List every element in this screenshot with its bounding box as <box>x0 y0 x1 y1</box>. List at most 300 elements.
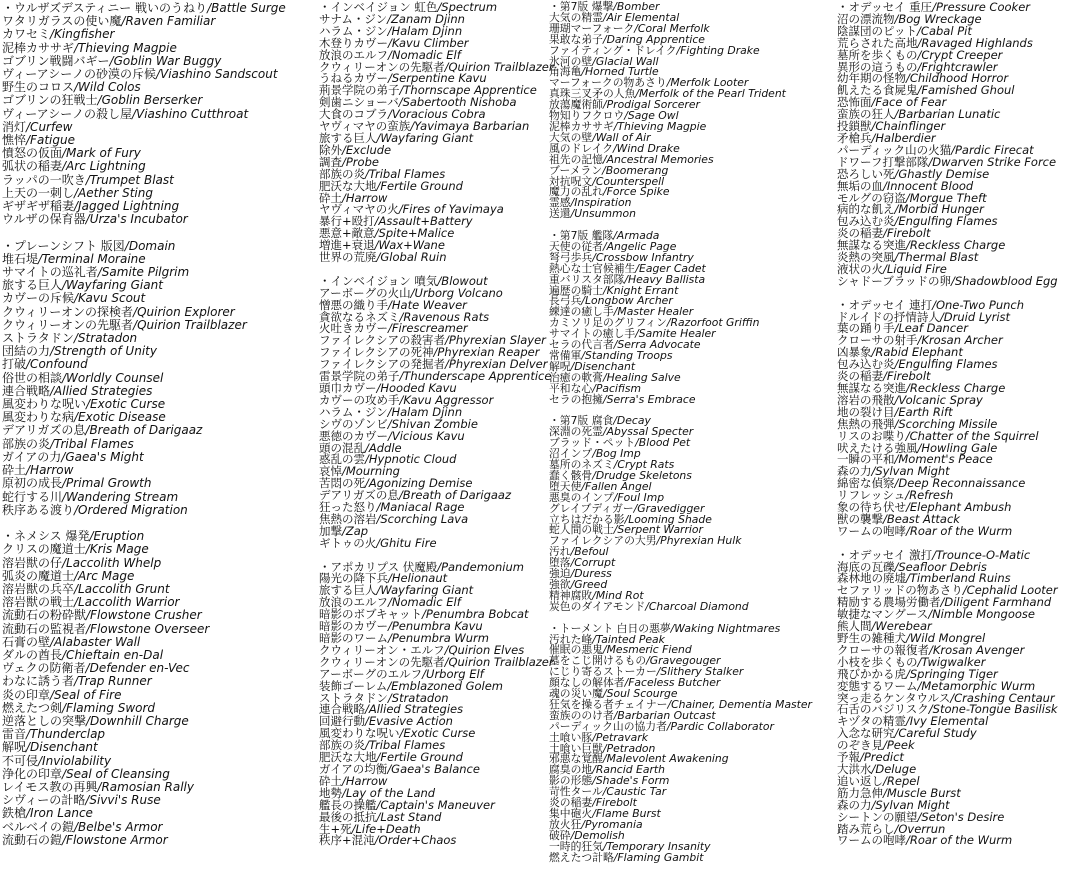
card-name-english: /Trounce-O-Matic <box>932 547 1031 562</box>
card-name-english: /Maniacal Rage <box>376 500 465 515</box>
card-name-japanese: 悪意+敵意 <box>319 226 375 241</box>
card-name-japanese: 恐ろしい死 <box>837 166 895 181</box>
card-name-japanese: 強迫 <box>549 567 571 581</box>
card-name-english: /Eruption <box>89 529 145 544</box>
card-name-english: /Confound <box>26 357 88 372</box>
card-name-english: /Chainer, Dementia Master <box>667 697 812 711</box>
card-name-english: /Halberdier <box>871 130 936 145</box>
card-name-english: /Wild Colos <box>74 80 141 95</box>
card-name-english: /Crossbow Infantry <box>592 250 694 264</box>
card-name-english: /Armada <box>613 229 660 243</box>
card-name-japanese: 蠢く骸骨 <box>549 468 593 482</box>
card-line <box>837 835 1058 847</box>
card-name-japanese: 精励する農場労働者 <box>837 595 941 610</box>
card-name-english: /Quirion Trailblazer <box>133 317 247 332</box>
card-name-english: /Quirion Elves <box>444 642 525 657</box>
card-name-english: /Seafloor Debris <box>894 559 987 574</box>
card-name-japanese: 野生のコロス <box>2 80 75 95</box>
card-name-japanese: ・インベイジョン 噴気 <box>319 273 438 288</box>
card-name-english: /Urborg Volcano <box>410 285 503 300</box>
card-name-english: /Yavimaya Barbarian <box>410 119 530 134</box>
card-name-english: /Wild Mongrel <box>906 631 986 645</box>
card-name-japanese: 風変わりな呪い <box>319 726 400 741</box>
card-name-japanese: 液状の火 <box>837 261 883 276</box>
card-name-japanese: 燃えたつ計略 <box>549 850 614 864</box>
card-name-japanese: 増進+衰退 <box>319 238 375 253</box>
card-name-english: /Ramosian Rally <box>97 779 194 794</box>
card-name-english: /Harrow <box>342 773 388 788</box>
card-name-japanese: ハラム・ジン <box>319 404 388 419</box>
card-name-english: /Primal Growth <box>62 476 152 491</box>
card-name-japanese: 遍歴の騎士 <box>549 283 603 297</box>
card-name-japanese: ゴブリン戦闘バギー <box>2 53 110 68</box>
deck-section <box>2 240 286 517</box>
card-name-english: /Cabal Pit <box>917 23 972 38</box>
card-name-english: /Fertile Ground <box>376 750 463 765</box>
card-name-japanese: 海底の瓦礫 <box>837 559 895 574</box>
card-name-english: /Reckless Charge <box>906 380 1006 395</box>
card-name-japanese: クリスの魔道士 <box>2 542 86 557</box>
card-name-japanese: リフレッシュ <box>837 488 906 503</box>
card-name-japanese: 砕土 <box>2 463 27 478</box>
card-name-english: /Ivy Elemental <box>905 714 989 729</box>
card-name-japanese: ファイレクシアの発掘者 <box>319 357 446 372</box>
card-name-english: /Nimble Mongoose <box>928 607 1035 622</box>
card-name-english: /Chainflinger <box>871 119 946 134</box>
card-name-english: /Peek <box>883 738 915 753</box>
card-name-english: /Pardic Collaborator <box>666 719 774 733</box>
deck-section <box>319 2 554 264</box>
card-name-english: /Agonizing Demise <box>365 476 473 491</box>
card-name-english: /Liquid Fire <box>883 261 947 276</box>
card-name-japanese: 装飾ゴーレム <box>319 678 388 693</box>
card-name-english: /Prodigal Sorcerer <box>602 98 700 112</box>
card-line <box>2 834 286 847</box>
card-name-english: /Wayfaring Giant <box>376 583 474 598</box>
card-name-japanese: 無謀なる突進 <box>837 238 906 253</box>
card-name-japanese: クウィリーオンの先駆者 <box>319 654 445 669</box>
card-name-english: /Gaea's Balance <box>387 761 480 776</box>
card-line <box>2 213 286 226</box>
card-name-english: /Malevolent Awakening <box>602 752 729 766</box>
card-name-english: /Soul Scourge <box>602 687 678 701</box>
card-name-japanese: 突っ走るケンタウルス <box>837 690 951 705</box>
card-name-english: /Inspiration <box>570 196 632 210</box>
card-name-english: /Penumbra Kavu <box>388 619 483 634</box>
deck-section <box>2 2 286 226</box>
card-name-japanese: わなに誘う者 <box>2 674 75 689</box>
card-name-japanese: 蛇人間の戦士 <box>549 523 614 537</box>
card-name-english: /Spectrum <box>437 0 498 14</box>
card-name-japanese: 旅する巨人 <box>319 130 377 145</box>
card-name-japanese: 飢えたる食屍鬼 <box>837 83 918 98</box>
card-name-english: /Elephant Ambush <box>906 500 1012 515</box>
card-name-japanese: 腐臭の地 <box>549 763 593 777</box>
card-name-japanese: レイモス教の再興 <box>2 779 98 794</box>
card-name-english: /Metamorphic Wurm <box>917 678 1036 693</box>
card-name-japanese: 燃えたつ剣 <box>2 700 63 715</box>
card-name-english: /Stratadon <box>387 690 449 705</box>
card-name-japanese: 頭巾カヴー <box>319 380 377 395</box>
card-name-japanese: 常備軍 <box>549 348 582 362</box>
card-name-japanese: 凶暴象 <box>837 345 872 360</box>
card-name-english: /Stone-Tongue Basilisk <box>928 702 1058 717</box>
card-name-japanese: 剣歯ニショーバ <box>319 95 399 110</box>
card-name-japanese: セラの抱擁 <box>549 392 603 406</box>
card-name-english: /Ghastly Demise <box>894 166 990 181</box>
card-name-japanese: 加撃 <box>319 523 342 538</box>
card-name-japanese: 焦熱の溶岩 <box>319 511 377 526</box>
card-name-english: /Roar of the Wurm <box>906 523 1013 538</box>
card-name-japanese: 一瞬の平和 <box>837 452 895 467</box>
card-name-japanese: 病的な飢え <box>837 202 895 217</box>
card-name-japanese: ドワーフ打撃部隊 <box>837 154 929 169</box>
card-name-english: /Mark of Fury <box>62 146 141 161</box>
card-name-english: /Merfolk of the Pearl Trident <box>635 87 786 101</box>
card-name-japanese: 地の裂け目 <box>837 404 895 419</box>
card-name-english: /Battle Surge <box>207 1 286 15</box>
card-name-japanese: シートンの願望 <box>837 809 918 824</box>
card-name-japanese: 催眠の悪鬼 <box>549 643 603 657</box>
card-name-english: /Morgue Theft <box>905 190 987 205</box>
card-name-english: /Predict <box>860 750 904 765</box>
card-name-english: /Shadowblood Egg <box>950 273 1058 288</box>
card-name-english: /Penumbra Wurm <box>388 631 489 645</box>
card-name-english: /Goblin War Buggy <box>109 53 222 68</box>
card-name-english: /Gaea's Might <box>61 449 144 464</box>
card-name-english: /Volcanic Spray <box>894 392 983 407</box>
card-name-english: /Timberland Ruins <box>906 571 1011 586</box>
card-name-japanese: カミソリ足のグリフィン <box>549 316 667 330</box>
card-name-english: /Bomber <box>613 0 660 13</box>
card-name-japanese: ファイレクシアの死神 <box>319 345 434 360</box>
card-line <box>837 273 1058 288</box>
card-name-english: /Crypt Creeper <box>917 47 1003 62</box>
card-name-english: /Standing Troops <box>581 348 673 362</box>
card-name-japanese: 立ちはだかる影 <box>549 512 625 526</box>
card-name-japanese: 地勢 <box>319 785 342 800</box>
card-name-english: /Serra's Embrace <box>602 392 696 406</box>
card-name-japanese: 暗影のカヴー <box>319 619 388 634</box>
card-name-english: /Twigwalker <box>917 654 986 669</box>
card-name-japanese: 弩弓歩兵 <box>549 250 593 264</box>
card-name-japanese: 溶岩の飛散 <box>837 392 895 407</box>
card-name-japanese: クウィリーオンの探検者 <box>2 304 134 319</box>
card-name-japanese: 荊景学院の弟子 <box>319 83 400 98</box>
card-name-japanese: 堆石堤 <box>2 251 39 266</box>
card-name-japanese: 旅する巨人 <box>319 583 377 598</box>
card-name-english: /Fighting Drake <box>676 43 760 57</box>
card-name-english: /Heavy Ballista <box>624 272 706 286</box>
card-name-english: /Worldly Counsel <box>62 370 164 385</box>
card-name-japanese: ギトゥの火 <box>319 535 377 550</box>
card-name-japanese: ・第7版 艦隊 <box>549 229 614 243</box>
card-name-english: /Probe <box>342 154 379 169</box>
card-name-japanese: 珊瑚マーフォーク <box>549 21 635 35</box>
card-name-japanese: 打破 <box>2 357 27 372</box>
card-name-english: /Urza's Incubator <box>85 212 188 227</box>
card-name-japanese: ・ネメシス 爆発 <box>2 529 90 544</box>
card-name-english: /Quirion Trailblazer <box>444 59 554 74</box>
card-name-english: /Greed <box>570 578 608 591</box>
card-name-japanese: 蛮族の狂人 <box>837 107 895 122</box>
card-name-japanese: 悪臭のインプ <box>549 490 614 504</box>
card-name-japanese: ドルイドの抒情詩人 <box>837 309 940 324</box>
card-name-english: /Leaf Dancer <box>894 321 968 336</box>
card-name-japanese: 獣の襲撃 <box>837 511 883 526</box>
card-name-english: /Domain <box>124 238 176 253</box>
card-name-english: /Phyrexian Hulk <box>656 534 742 548</box>
card-name-english: /Tribal Flames <box>50 436 134 451</box>
card-name-english: /Spite+Malice <box>374 226 455 241</box>
card-name-english: /Sabertooth Nishoba <box>398 95 517 110</box>
card-name-english: /Morbid Hunger <box>894 202 984 217</box>
card-name-japanese: 筋力急伸 <box>837 785 883 800</box>
card-name-japanese: グレイブディガー <box>549 501 634 515</box>
card-name-japanese: キヅタの精霊 <box>837 714 906 729</box>
card-name-japanese: 真珠三叉矛の人魚 <box>549 87 636 101</box>
card-name-english: /Firebolt <box>883 369 931 384</box>
card-name-english: /Exotic Curse <box>86 397 166 412</box>
card-name-japanese: 綿密な偵察 <box>837 476 895 491</box>
card-name-english: /Last Stand <box>376 809 442 824</box>
card-name-english: /Sylvan Might <box>871 464 950 479</box>
card-name-english: /Pandemonium <box>437 559 524 574</box>
card-name-japanese: ヴィーアシーノの殺し屋 <box>2 106 132 121</box>
card-name-japanese: 流動石の監視者 <box>2 621 87 636</box>
card-name-japanese: ワームの咆哮 <box>837 833 906 848</box>
card-name-english: /Blowout <box>437 273 488 288</box>
card-name-japanese: ・トーメント 白日の悪夢 <box>549 621 671 635</box>
card-name-english: /Krosan Archer <box>917 333 1003 348</box>
card-name-japanese: 重バリスタ部隊 <box>549 272 625 286</box>
card-name-english: /Waking Nightmares <box>670 621 781 635</box>
card-name-japanese: 哀悼 <box>319 464 342 479</box>
card-name-english: /Kris Mage <box>85 542 149 557</box>
card-name-english: /Goblin Berserker <box>97 93 203 108</box>
card-name-english: /Muscle Burst <box>883 785 961 800</box>
card-name-english: /Thieving Magpie <box>74 40 177 55</box>
card-name-japanese: アーボーグの火山 <box>319 285 411 300</box>
card-name-english: /Arc Lightning <box>62 159 146 174</box>
card-name-japanese: ウルザの保育器 <box>2 212 86 227</box>
deck-section <box>837 297 1058 538</box>
card-name-japanese: ブーメラン <box>549 163 603 177</box>
card-line <box>549 209 812 220</box>
card-name-japanese: 肥沃な大地 <box>319 750 377 765</box>
card-name-english: /Rabid Elephant <box>871 345 963 360</box>
card-name-japanese: 熱心な士官候補生 <box>549 261 636 275</box>
card-name-english: /Innocent Blood <box>883 178 974 193</box>
card-name-english: /Sivvi's Ruse <box>85 793 161 808</box>
card-name-english: /Angelic Page <box>602 239 677 253</box>
card-name-japanese: 放火狂 <box>549 817 582 831</box>
card-name-english: /Careful Study <box>894 726 977 741</box>
card-name-english: /Tainted Peak <box>592 632 665 646</box>
card-name-japanese: ハラム・ジン <box>319 23 388 38</box>
card-name-japanese: 予報 <box>837 750 860 765</box>
card-name-english: /Evasive Action <box>365 714 453 729</box>
card-name-japanese: セラの代言者 <box>549 338 614 352</box>
card-name-japanese: 砕土 <box>319 773 342 788</box>
card-name-japanese: 除外 <box>319 142 342 157</box>
card-name-english: /Harrow <box>342 190 388 205</box>
card-name-japanese: アーボーグのエルフ <box>319 666 423 681</box>
card-name-english: /Chatter of the Squirrel <box>905 428 1039 443</box>
card-name-english: /Breath of Darigaaz <box>398 488 512 503</box>
deck-section <box>837 547 1058 848</box>
card-name-japanese: 幼年期の怪物 <box>837 71 906 86</box>
card-name-english: /Exotic Curse <box>399 726 476 741</box>
card-name-english: /Daring Apprentice <box>602 32 705 46</box>
card-name-english: /Flame Burst <box>592 807 661 821</box>
card-name-japanese: 炎熱の突風 <box>837 250 895 265</box>
card-name-japanese: 氷河の壁 <box>549 54 593 68</box>
card-name-english: /Belbe's Armor <box>74 819 163 834</box>
card-name-english: /Air Elemental <box>602 10 680 24</box>
card-name-japanese: 最後の抵抗 <box>319 809 377 824</box>
card-name-japanese: 顔なしの解体者 <box>549 676 625 690</box>
card-name-japanese: 吠えたける強風 <box>837 440 918 455</box>
card-line <box>549 599 812 613</box>
card-name-japanese: 異形の這うもの <box>837 59 918 74</box>
card-name-japanese: 無謀なる突進 <box>837 380 906 395</box>
card-name-japanese: 変態するワーム <box>837 678 918 693</box>
card-name-english: /Glacial Wall <box>592 54 659 68</box>
card-name-english: /Howling Gale <box>917 440 998 455</box>
card-name-japanese: 溶岩獣の兵卒 <box>2 581 75 596</box>
card-name-japanese: 長弓兵 <box>549 294 582 308</box>
card-name-japanese: ガイアの力 <box>2 449 62 464</box>
card-name-japanese: 大気の壁 <box>549 130 593 144</box>
card-name-english: /Ancestral Memories <box>602 152 714 166</box>
card-name-japanese: 治癒の軟膏 <box>549 370 603 384</box>
card-name-english: /Merfolk Looter <box>666 76 749 90</box>
card-name-english: /Drudge Skeletons <box>592 468 692 482</box>
card-name-english: /Firescreamer <box>388 321 468 336</box>
card-name-english: /Kavu Scout <box>74 291 146 306</box>
card-name-japanese: 炎の稲妻 <box>549 796 593 810</box>
card-name-japanese: 部族の炎 <box>319 166 365 181</box>
card-name-english: /Dwarven Strike Force <box>928 154 1057 169</box>
card-name-japanese: 無垢の血 <box>837 178 883 193</box>
card-name-english: /Terminal Moraine <box>38 251 146 266</box>
card-name-english: /Roar of the Wurm <box>906 833 1013 848</box>
card-name-english: /Phyrexian Slayer <box>445 333 546 348</box>
card-name-english: /Shade's Form <box>592 774 670 788</box>
card-name-japanese: 小枝を歩くもの <box>837 654 918 669</box>
card-name-japanese: ストラタドン <box>319 690 388 705</box>
card-name-japanese: 木登りカヴー <box>319 35 388 50</box>
card-name-japanese: 解呪 <box>2 740 27 755</box>
card-name-english: /Stratadon <box>73 331 138 346</box>
card-name-english: /Global Ruin <box>376 250 447 265</box>
card-name-japanese: ガイアの均衡 <box>319 761 388 776</box>
card-name-japanese: 祖先の記憶 <box>549 152 603 166</box>
card-name-english: /Assault+Battery <box>374 214 473 229</box>
card-name-japanese: 風変わりな呪い <box>2 397 87 412</box>
card-name-japanese: 浄化の印章 <box>2 766 63 781</box>
card-name-english: /Life+Death <box>351 821 421 836</box>
card-name-english: /Zanam Djinn <box>387 11 465 26</box>
card-name-japanese: 蛮族ののけ者 <box>549 708 614 722</box>
card-name-english: /Crashing Centaur <box>950 690 1055 705</box>
card-name-japanese: 憎悪の織り手 <box>319 297 388 312</box>
deck-section <box>549 621 812 864</box>
card-name-japanese: サマイトの癒し手 <box>549 327 636 341</box>
card-name-japanese: パーディック山の火猫 <box>837 142 952 157</box>
card-name-english: /Flowstone Overseer <box>86 621 210 636</box>
card-name-japanese: 秩序+混沌 <box>319 833 375 848</box>
card-name-english: /Harrow <box>26 463 74 478</box>
card-name-japanese: 影の形態 <box>549 774 593 788</box>
card-name-english: /Disenchant <box>570 359 636 373</box>
card-name-japanese: 投鎖獣 <box>837 119 872 134</box>
card-name-english: /Famished Ghoul <box>917 83 1015 98</box>
card-name-english: /Fertile Ground <box>376 178 463 193</box>
column-odyssey <box>837 2 1058 859</box>
card-name-japanese: 森の力 <box>837 464 872 479</box>
card-name-english: /Engulfing Flames <box>894 357 998 372</box>
card-name-english: /Looming Shade <box>624 512 712 526</box>
card-name-english: /Trumpet Blast <box>85 172 174 187</box>
card-name-japanese: 物知りフクロウ <box>549 109 625 123</box>
card-name-english: /Wax+Wane <box>374 238 445 253</box>
card-name-english: /Emblazoned Golem <box>387 678 504 693</box>
card-name-english: /Vicious Kavu <box>388 428 465 443</box>
column-7th-edition-torment <box>549 2 812 874</box>
card-name-english: /Flaming Sword <box>62 700 156 715</box>
card-name-english: /Quirion Explorer <box>133 304 235 319</box>
card-name-japanese: 汚れた峰 <box>549 632 593 646</box>
card-name-english: /Seal of Cleansing <box>62 766 170 781</box>
card-name-japanese: クウィリーオンの先駆者 <box>319 59 445 74</box>
card-name-english: /Firebolt <box>592 796 637 810</box>
card-name-english: /Earth Rift <box>894 404 953 419</box>
card-name-english: /Engulfing Flames <box>894 214 998 229</box>
card-name-japanese: ダルの酋長 <box>2 647 63 662</box>
card-name-english: /Pardic Firecat <box>951 142 1034 157</box>
card-name-english: /Downhill Charge <box>86 713 189 728</box>
card-name-japanese: 邪悪な覚醒 <box>549 752 603 766</box>
card-name-english: /Mind Rot <box>592 588 644 602</box>
card-name-english: /Gravegouger <box>646 654 721 668</box>
card-name-english: /Fatigue <box>26 133 75 148</box>
card-name-japanese: 象の待ち伏せ <box>837 500 906 515</box>
card-name-english: /Sage Owl <box>624 109 679 123</box>
card-name-english: /Scorching Missile <box>894 416 998 431</box>
card-name-english: /Scorching Lava <box>376 511 469 526</box>
card-name-english: /Captain's Maneuver <box>376 797 495 812</box>
card-name-japanese: 石膏の壁 <box>2 634 51 649</box>
card-name-english: /Pressure Cooker <box>932 0 1031 14</box>
card-name-japanese: 土喰い巨獣 <box>549 741 603 755</box>
column-invasion-apocalypse <box>319 2 554 859</box>
card-name-japanese: 天使の従者 <box>549 239 603 253</box>
card-name-japanese: 悪徳のカヴー <box>319 428 388 443</box>
card-name-japanese: 狂気を操る者チェイナー <box>549 697 668 711</box>
card-name-english: /Curfew <box>26 119 73 134</box>
card-name-english: /Werebear <box>871 619 932 634</box>
card-name-japanese: 炭色のダイアモンド <box>549 599 646 613</box>
card-name-japanese: 消灯 <box>2 119 27 134</box>
card-name-english: /Barbarian Lunatic <box>894 107 1001 122</box>
card-name-english: /Seton's Desire <box>917 809 1005 824</box>
card-name-english: /Refresh <box>905 488 954 503</box>
card-name-english: /Lay of the Land <box>342 785 436 800</box>
card-name-japanese: 精神腐敗 <box>549 588 593 602</box>
card-name-english: /Halam Djinn <box>387 23 463 38</box>
